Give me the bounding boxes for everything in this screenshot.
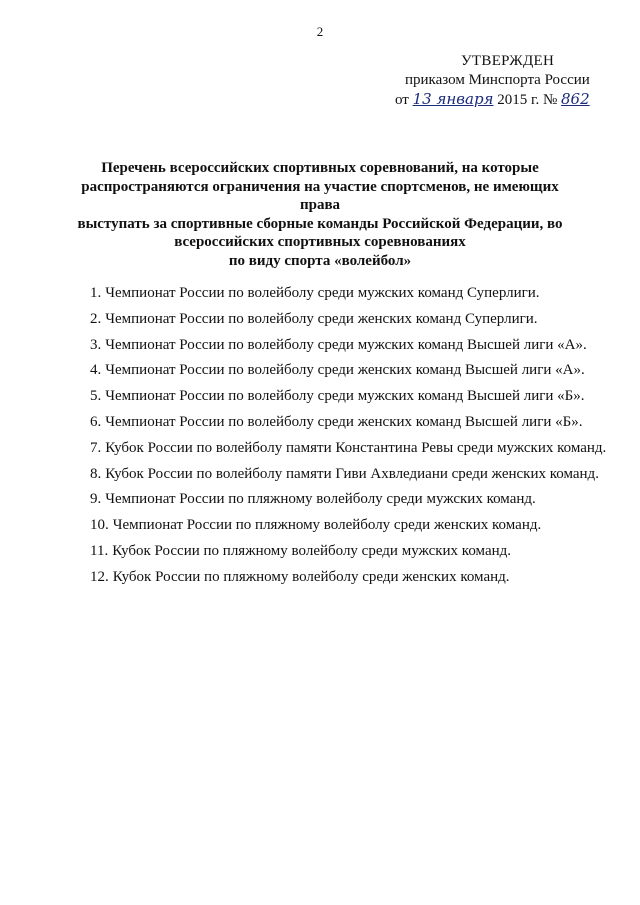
order-year: 2015 г. № — [497, 92, 558, 108]
date-prefix: от — [395, 92, 409, 108]
order-date-line — [395, 90, 625, 110]
item-number: 1. — [90, 285, 102, 301]
title-line: всероссийских спортивных соревнованиях — [174, 234, 466, 250]
item-text: Чемпионат России по пляжному волейболу среди женских команд. — [112, 517, 542, 534]
item-number: 2. — [90, 310, 102, 327]
list-item — [90, 439, 630, 465]
item-text: Кубок России по пляжному волейболу среди женских команд. — [112, 568, 510, 585]
list-item — [90, 413, 630, 439]
list-item — [90, 336, 630, 362]
handwritten-order-number: 862 — [561, 90, 590, 108]
list-item — [90, 465, 630, 491]
list-item — [90, 361, 630, 387]
item-number: 3. — [90, 336, 102, 353]
item-number: 5. — [90, 388, 102, 405]
item-text: Кубок России по волейболу памяти Константина Ревы среди мужских команд. — [105, 439, 607, 456]
handwritten-date: 13 января — [412, 90, 494, 108]
item-text: Чемпионат России по волейболу среди мужских команд Суперлиги. — [105, 285, 540, 301]
item-number: 12. — [90, 568, 109, 585]
approved-label: УТВЕРЖДЕН — [461, 53, 555, 69]
item-number: 9. — [90, 491, 102, 508]
competition-list — [90, 284, 630, 594]
document-title — [70, 159, 570, 270]
list-item — [90, 310, 630, 336]
title-line: по виду спорта «волейбол» — [228, 252, 412, 269]
item-number: 8. — [90, 465, 102, 482]
list-item — [90, 516, 630, 542]
item-text: Кубок России по волейболу памяти Гиви Ахвледиани среди женских команд. — [105, 465, 599, 482]
item-number: 10. — [90, 517, 109, 534]
item-text: Чемпионат России по волейболу среди женских команд Высшей лиги «А». — [105, 362, 585, 379]
list-item — [90, 387, 630, 413]
title-line: выступать за спортивные сборные команды Российской Федерации, во — [77, 215, 563, 232]
item-text: Чемпионат России по волейболу среди женских команд Высшей лиги «Б». — [105, 413, 583, 430]
approval-block — [395, 52, 625, 110]
list-item — [90, 568, 630, 594]
item-text: Чемпионат России по волейболу среди мужских команд Высшей лиги «А». — [105, 336, 587, 353]
list-item — [90, 542, 630, 568]
item-text: Кубок России по пляжному волейболу среди мужских команд. — [112, 542, 512, 559]
item-text: Чемпионат России по волейболу среди мужских команд Высшей лиги «Б». — [105, 388, 585, 405]
item-text: Чемпионат России по пляжному волейболу среди мужских команд. — [105, 491, 536, 508]
item-text: Чемпионат России по волейболу среди женских команд Суперлиги. — [105, 310, 538, 327]
list-item — [90, 284, 630, 310]
title-line: Перечень всероссийских спортивных соревнований, на которые — [101, 160, 539, 176]
page-number: 2 — [316, 24, 324, 39]
item-number: 6. — [90, 413, 102, 430]
title-line: распространяются ограничения на участие спортсменов, не имеющих права — [81, 178, 559, 213]
item-number: 7. — [90, 439, 102, 456]
list-item — [90, 490, 630, 516]
order-line: приказом Минспорта России — [405, 72, 590, 88]
item-number: 11. — [90, 542, 109, 559]
item-number: 4. — [90, 362, 102, 379]
